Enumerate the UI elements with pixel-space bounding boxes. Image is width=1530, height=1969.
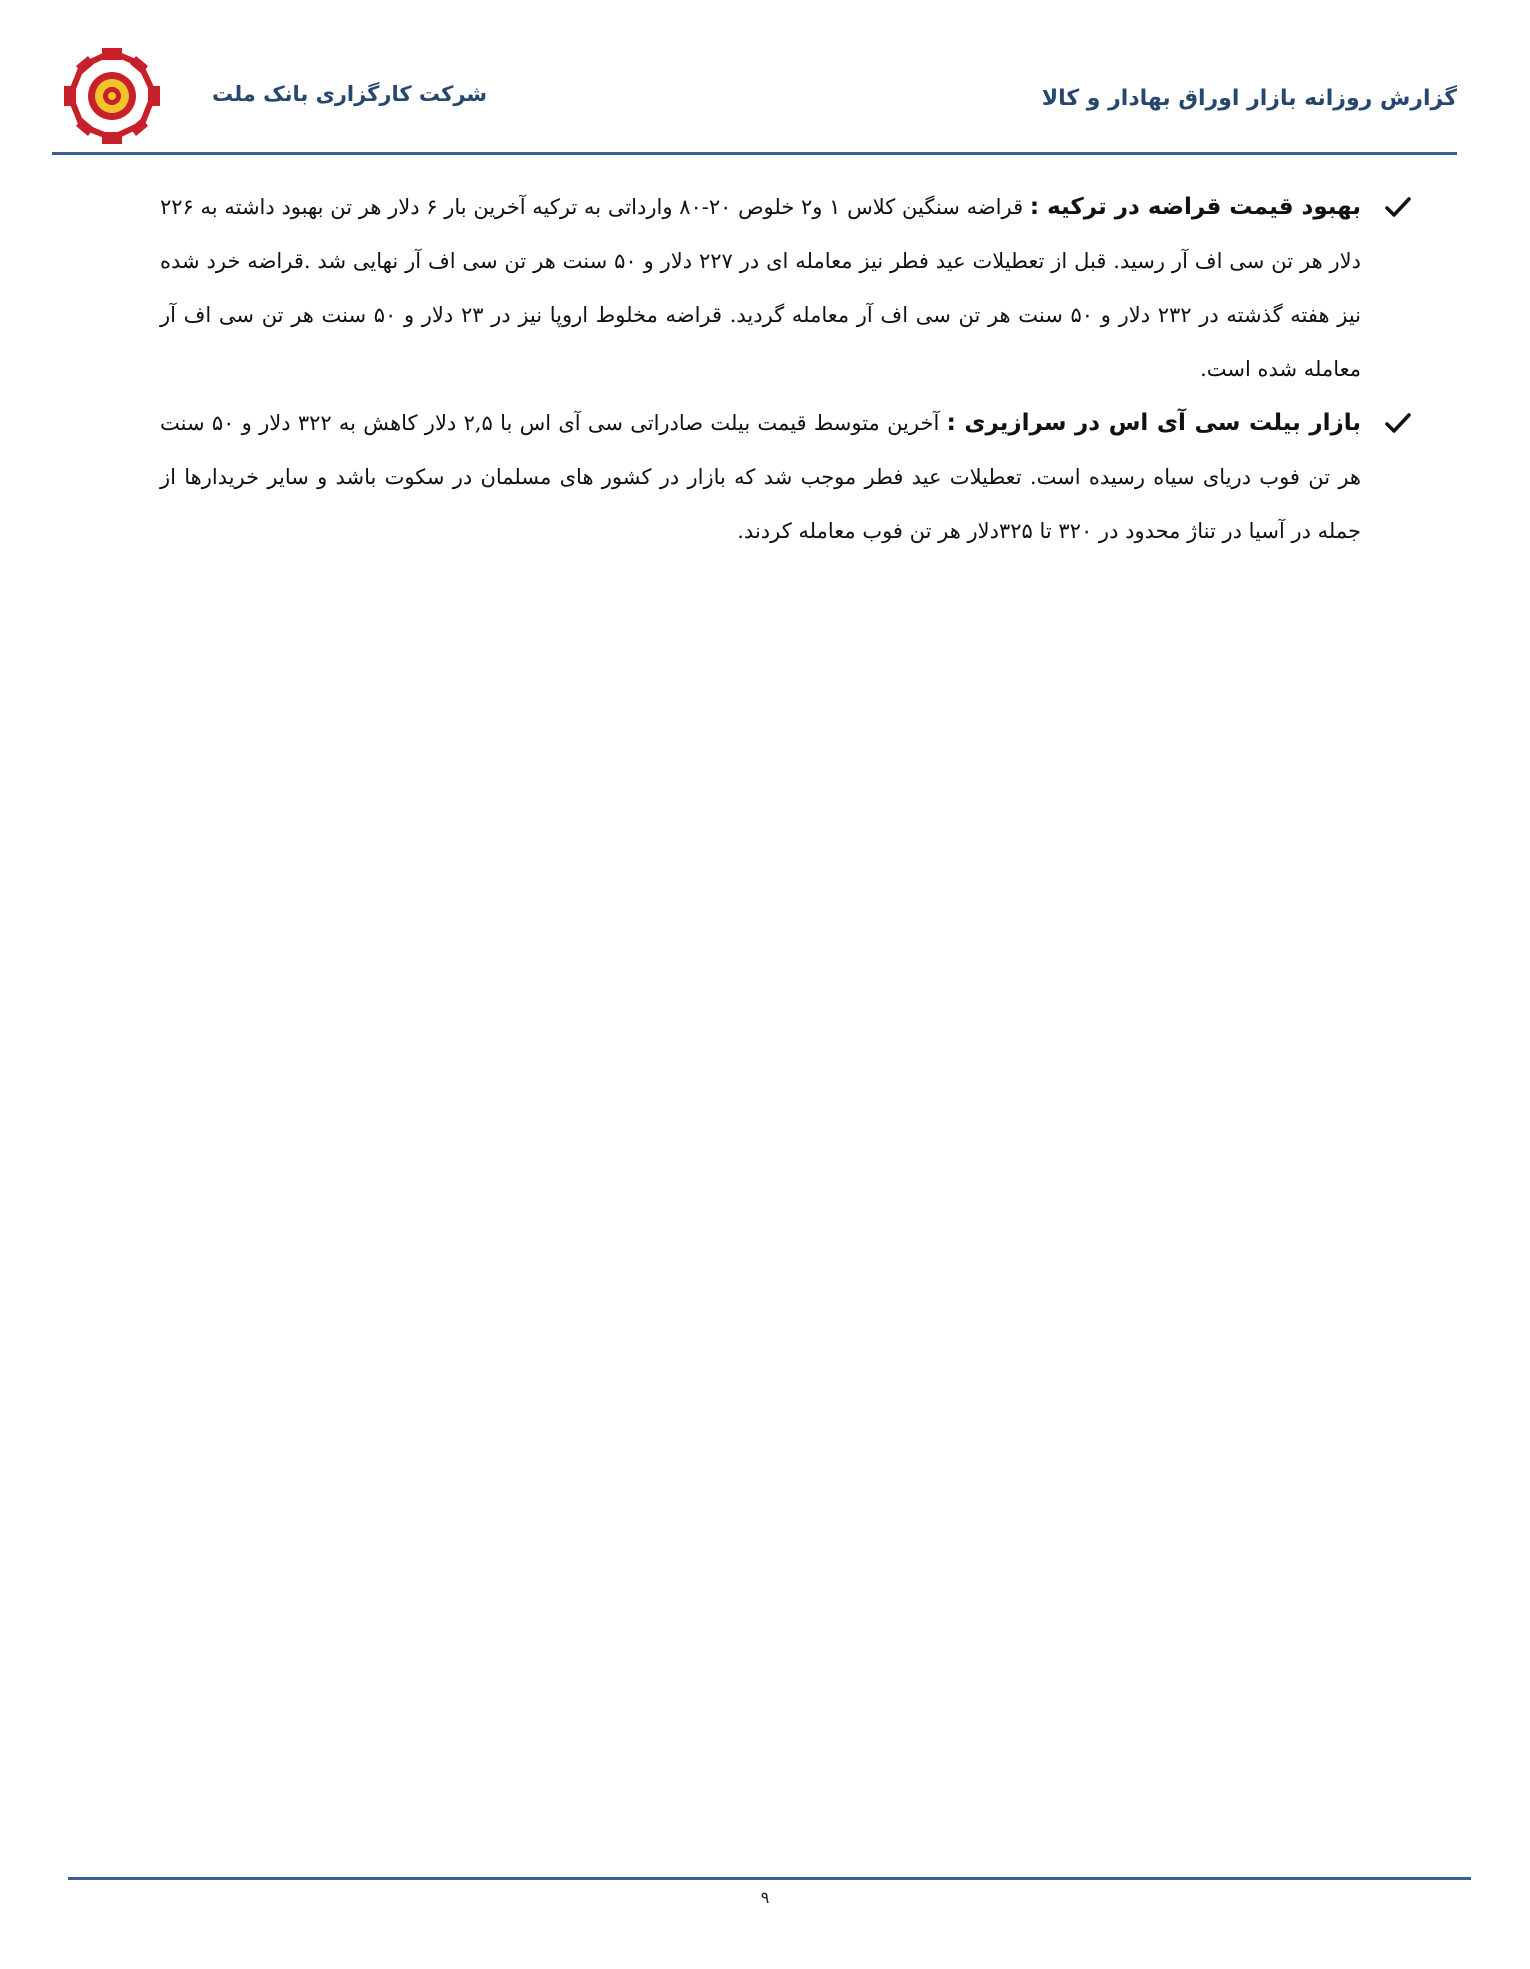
report-title: گزارش روزانه بازار اوراق بهادار و کالا xyxy=(1041,86,1457,111)
check-icon xyxy=(1383,180,1413,234)
report-body xyxy=(160,180,1365,558)
page-header xyxy=(52,40,1457,150)
list-item xyxy=(160,180,1365,396)
mellat-bank-logo-icon xyxy=(62,46,162,146)
footer-divider xyxy=(68,1877,1471,1880)
bullet-text: آخرین متوسط قیمت بیلت صادراتی سی آی اس با ۲,۵ دلار کاهش به ۳۲۲ دلار و ۵۰ سنت هر تن فوب دریای سیاه رسیده است. تعطیلات عید فطر موجب شد که بازار در کشور های مسلمان در سکوت باشد و سایر خریدارها از جمله در آسیا در تناژ محدود در ۳۲۰ تا ۳۲۵دلار هر تن فوب معامله کردند. xyxy=(160,411,1361,543)
company-name: شرکت کارگزاری بانک ملت xyxy=(212,82,488,106)
check-icon xyxy=(1383,396,1413,450)
page-number: ۹ xyxy=(760,1888,770,1907)
header-divider xyxy=(52,152,1457,155)
bullet-text: قراضه سنگین کلاس ۱ و۲ خلوص ۲۰-۸۰ وارداتی به ترکیه آخرین بار ۶ دلار هر تن بهبود داشته به ۲۲۶ دلار هر تن سی اف آر رسید. قبل از تعطیلات عید فطر نیز معامله ای در ۲۲۷ دلار و ۵۰ سنت هر تن سی اف آر نهایی شد .قراضه خرد شده نیز هفته گذشته در ۲۳۲ دلار و ۵۰ سنت هر تن سی اف آر معامله گردید. قراضه مخلوط اروپا نیز در ۲۳ دلار و ۵۰ سنت هر تن سی اف آر معامله شده است. xyxy=(160,195,1362,381)
bullet-title: بهبود قیمت قراضه در ترکیه : xyxy=(1029,194,1361,220)
bullet-title: بازار بیلت سی آی اس در سرازیری : xyxy=(946,410,1361,436)
list-item xyxy=(160,396,1365,558)
